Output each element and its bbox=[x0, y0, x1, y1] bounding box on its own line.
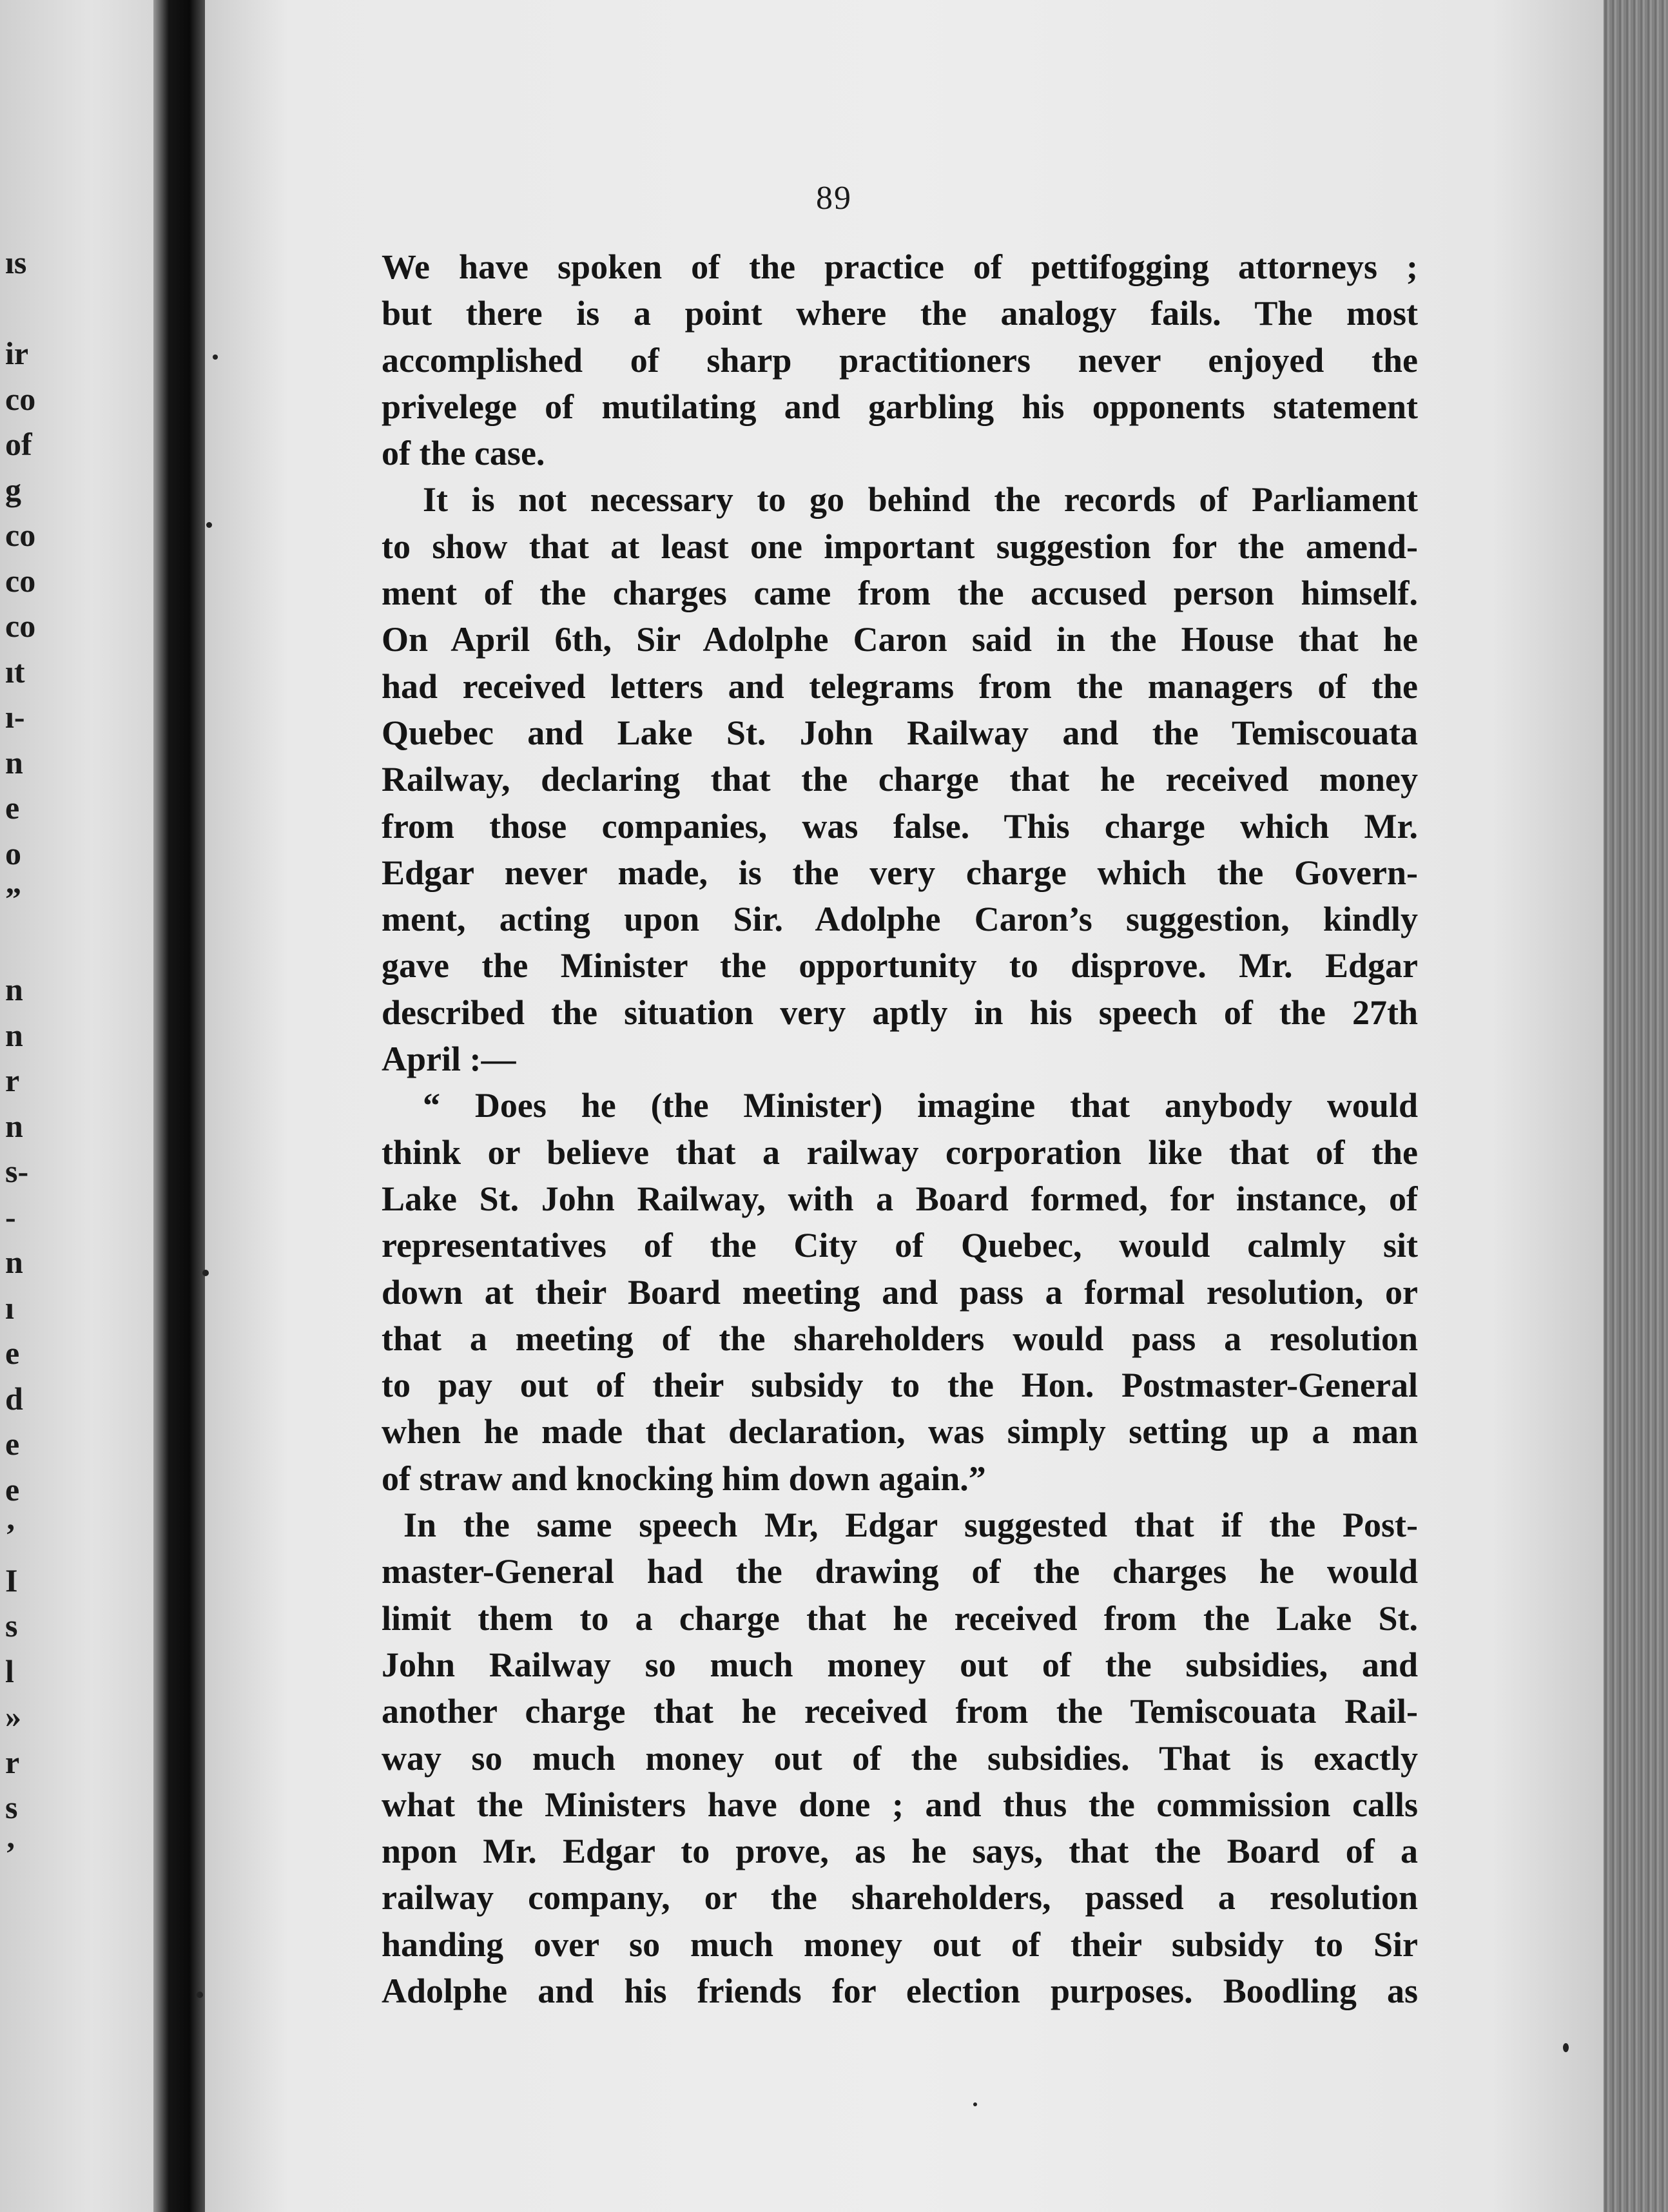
text-line: On April 6th, Sir Adolphe Caron said in the House that he bbox=[382, 620, 1418, 659]
text-line: accomplished of sharp practitioners never enjoyed the bbox=[382, 340, 1418, 380]
text-line: limit them to a charge that he received from the Lake St. bbox=[382, 1598, 1418, 1638]
fragment: r bbox=[5, 1743, 20, 1780]
fragment: n bbox=[5, 971, 23, 1007]
text-line: think or believe that a railway corporation like that of the bbox=[382, 1132, 1418, 1172]
text-line: down at their Board meeting and pass a formal resolution, or bbox=[382, 1272, 1418, 1312]
ink-speck bbox=[1563, 2043, 1569, 2052]
fragment: - bbox=[5, 1198, 16, 1235]
book-gutter bbox=[153, 0, 205, 2212]
fragment: n bbox=[5, 1244, 23, 1280]
ink-speck bbox=[973, 2102, 977, 2106]
fragment: » bbox=[5, 1698, 21, 1734]
text-line: railway company, or the shareholders, passed a resolution bbox=[382, 1878, 1418, 1917]
fragment: ıs bbox=[5, 244, 27, 280]
text-line: but there is a point where the analogy fails. The most bbox=[382, 294, 1418, 333]
fragment: co bbox=[5, 562, 36, 599]
text-line: In the same speech Mr, Edgar suggested that if the Post- bbox=[403, 1506, 1418, 1545]
fragment: n bbox=[5, 1107, 23, 1144]
text-line: way so much money out of the subsidies. That is exactly bbox=[382, 1738, 1418, 1778]
text-line: Edgar never made, is the very charge which the Govern- bbox=[382, 853, 1418, 892]
fragment: r bbox=[5, 1062, 20, 1098]
fragment bbox=[5, 922, 44, 967]
text-line: “ Does he (the Minister) imagine that anybody would bbox=[423, 1086, 1418, 1125]
fragment: g bbox=[5, 471, 21, 508]
fragment: ı bbox=[5, 1289, 14, 1326]
fragment: I bbox=[5, 1562, 18, 1598]
text-line: what the Ministers have done ; and thus the commission calls bbox=[382, 1785, 1418, 1824]
text-line: ment, acting upon Sir. Adolphe Caron’s suggestion, kindly bbox=[382, 900, 1418, 939]
text-line: Lake St. John Railway, with a Board formed, for instance, of bbox=[382, 1179, 1418, 1218]
fragment: ı- bbox=[5, 699, 25, 735]
fragment: s bbox=[5, 1789, 18, 1825]
fragment: s bbox=[5, 1607, 18, 1644]
facing-page-edge bbox=[0, 0, 153, 2212]
fragment: ıt bbox=[5, 653, 25, 690]
text-line: described the situation very aptly in his speech of the 27th bbox=[382, 993, 1418, 1032]
fragment: ’ bbox=[5, 1517, 16, 1553]
ink-speck bbox=[197, 1992, 203, 1998]
fragment: e bbox=[5, 1471, 20, 1508]
ink-speck bbox=[213, 354, 218, 360]
text-line: to show that at least one important suggestion for the amend- bbox=[382, 527, 1418, 566]
body-text bbox=[382, 244, 1418, 2014]
text-line: privelege of mutilating and garbling his opponents statement bbox=[382, 387, 1418, 426]
text-line: Adolphe and his friends for election purposes. Boodling as bbox=[382, 1971, 1418, 2010]
fragment: e bbox=[5, 1335, 20, 1371]
text-line: of straw and knocking him down again.” bbox=[382, 1459, 986, 1498]
text-line: another charge that he received from the Temiscouata Rail- bbox=[382, 1692, 1418, 1731]
ink-speck bbox=[206, 522, 212, 528]
text-line: It is not necessary to go behind the records of Parliament bbox=[423, 480, 1418, 519]
text-line: that a meeting of the shareholders would pass a resolution bbox=[382, 1319, 1418, 1358]
fragment: of bbox=[5, 426, 32, 462]
text-line: Quebec and Lake St. John Railway and the Temiscouata bbox=[382, 713, 1418, 752]
text-line: npon Mr. Edgar to prove, as he says, that the Board of a bbox=[382, 1832, 1418, 1871]
text-line: of the case. bbox=[382, 434, 545, 473]
fragment: ir bbox=[5, 335, 29, 371]
fragment: ” bbox=[5, 880, 21, 917]
fragment bbox=[5, 286, 44, 331]
text-line: ment of the charges came from the accused person himself. bbox=[382, 574, 1418, 613]
fragment: co bbox=[5, 608, 36, 644]
ink-speck bbox=[202, 1270, 209, 1276]
page-stack-edge bbox=[1604, 0, 1668, 2212]
fragment: n bbox=[5, 744, 23, 781]
text-line: April :— bbox=[382, 1040, 516, 1079]
text-line: when he made that declaration, was simply setting up a man bbox=[382, 1412, 1418, 1451]
facing-page-fragments bbox=[5, 240, 44, 1876]
text-line: master-General had the drawing of the charges he would bbox=[382, 1552, 1418, 1591]
fragment: co bbox=[5, 380, 36, 417]
fragment: o bbox=[5, 835, 21, 871]
text-line: gave the Minister the opportunity to disprove. Mr. Edgar bbox=[382, 946, 1418, 985]
fragment: l bbox=[5, 1653, 14, 1689]
fragment: co bbox=[5, 517, 36, 553]
page-number: 89 bbox=[816, 180, 852, 217]
fragment: s- bbox=[5, 1153, 29, 1189]
text-line: handing over so much money out of their subsidy to Sir bbox=[382, 1925, 1418, 1964]
fragment: e bbox=[5, 1426, 20, 1462]
fragment: ’ bbox=[5, 1834, 16, 1871]
text-line: had received letters and telegrams from the managers of the bbox=[382, 666, 1418, 706]
text-line: representatives of the City of Quebec, would calmly sit bbox=[382, 1226, 1418, 1265]
fragment: n bbox=[5, 1016, 23, 1053]
text-line: from those companies, was false. This charge which Mr. bbox=[382, 806, 1418, 846]
text-line: John Railway so much money out of the subsidies, and bbox=[382, 1645, 1418, 1684]
text-line: Railway, declaring that the charge that he received money bbox=[382, 760, 1418, 799]
fragment: d bbox=[5, 1380, 23, 1417]
fragment: e bbox=[5, 790, 20, 826]
text-line: to pay out of their subsidy to the Hon. Postmaster-General bbox=[382, 1366, 1418, 1405]
text-line: We have spoken of the practice of pettifogging attorneys ; bbox=[382, 247, 1418, 286]
